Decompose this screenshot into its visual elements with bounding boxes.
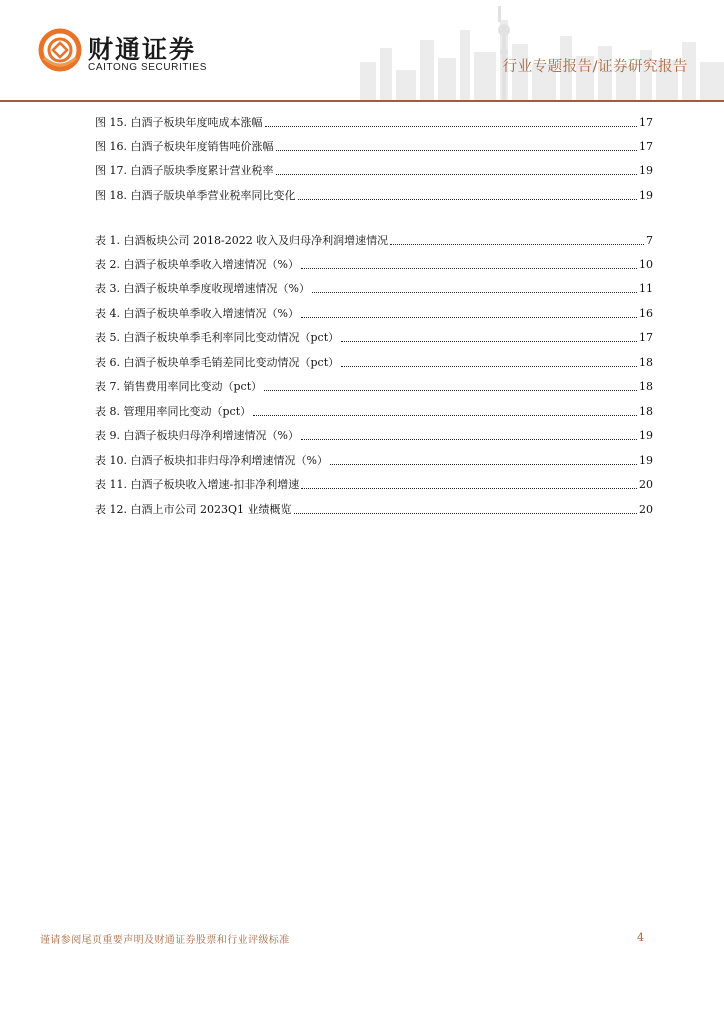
- toc-figure-entry[interactable]: [95, 136, 653, 154]
- page-number: 4: [637, 931, 644, 944]
- toc-entry-label: 表 5. 白酒子板块单季毛利率同比变动情况（pct）: [95, 331, 340, 344]
- toc-entry-page: 11: [639, 282, 653, 295]
- dot-leader: [265, 125, 638, 127]
- toc-figure-entry[interactable]: [95, 112, 653, 130]
- dot-leader: [301, 438, 637, 440]
- dot-leader: [301, 487, 637, 489]
- toc-table-entry[interactable]: [95, 401, 653, 419]
- toc-entry-label: 表 2. 白酒子板块单季收入增速情况（%）: [95, 258, 299, 271]
- toc-entry-label: 表 11. 白酒子板块收入增速-扣非净利增速: [95, 478, 300, 491]
- dot-leader: [298, 198, 638, 200]
- dot-leader: [276, 149, 638, 151]
- dot-leader: [330, 463, 637, 465]
- toc-entry-page: 18: [639, 380, 653, 393]
- dot-leader: [294, 512, 638, 514]
- toc-table-entry[interactable]: [95, 303, 653, 321]
- toc-entry-label: 图 18. 白酒子版块单季营业税率同比变化: [95, 189, 296, 202]
- caitong-coin-icon: [38, 28, 82, 72]
- dot-leader: [253, 414, 637, 416]
- toc-table-entry[interactable]: [95, 327, 653, 345]
- toc-figure-entry[interactable]: [95, 185, 653, 203]
- toc-entry-page: 18: [639, 405, 653, 418]
- toc-table-entry[interactable]: [95, 352, 653, 370]
- toc-table-entry[interactable]: [95, 499, 653, 517]
- toc-entry-label: 表 1. 白酒板块公司 2018-2022 收入及归母净利润增速情况: [95, 234, 389, 247]
- dot-leader: [341, 365, 637, 367]
- toc-entry-label: 表 9. 白酒子板块归母净利增速情况（%）: [95, 429, 299, 442]
- toc-entry-label: 图 17. 白酒子版块季度累计营业税率: [95, 164, 274, 177]
- toc-entry-page: 20: [639, 478, 653, 491]
- toc-entry-label: 表 12. 白酒上市公司 2023Q1 业绩概览: [95, 503, 292, 516]
- report-type-label: 行业专题报告/证券研究报告: [502, 59, 688, 75]
- toc-table-entry[interactable]: [95, 230, 653, 248]
- city-skyline-decoration: [300, 0, 724, 100]
- dot-leader: [390, 243, 644, 245]
- toc-entry-label: 表 10. 白酒子板块扣非归母净利增速情况（%）: [95, 454, 328, 467]
- toc-entry-page: 16: [639, 307, 653, 320]
- toc-entry-page: 19: [639, 164, 653, 177]
- caitong-logo: [38, 28, 218, 78]
- toc-entry-page: 20: [639, 503, 653, 516]
- toc-table-entry[interactable]: [95, 254, 653, 272]
- toc-entry-page: 19: [639, 454, 653, 467]
- toc-entry-label: 表 8. 管理用率同比变动（pct）: [95, 405, 252, 418]
- toc-entry-page: 19: [639, 429, 653, 442]
- toc-table-entry[interactable]: [95, 474, 653, 492]
- toc-entry-label: 表 6. 白酒子板块单季毛销差同比变动情况（pct）: [95, 356, 340, 369]
- toc-entry-page: 17: [639, 140, 653, 153]
- toc-entry-page: 10: [639, 258, 653, 271]
- toc-entry-label: 表 7. 销售费用率同比变动（pct）: [95, 380, 263, 393]
- logo-chinese-name: 财通证券: [88, 35, 197, 64]
- toc-entry-page: 18: [639, 356, 653, 369]
- toc-entry-page: 17: [639, 116, 653, 129]
- logo-english-name: CAITONG SECURITIES: [88, 62, 207, 73]
- dot-leader: [276, 173, 638, 175]
- toc-entry-label: 表 4. 白酒子板块单季收入增速情况（%）: [95, 307, 299, 320]
- toc-table-entry[interactable]: [95, 450, 653, 468]
- dot-leader: [301, 267, 637, 269]
- toc-entry-label: 图 15. 白酒子板块年度吨成本涨幅: [95, 116, 263, 129]
- footer-disclaimer: 谨请参阅尾页重要声明及财通证券股票和行业评级标准: [40, 935, 290, 946]
- dot-leader: [264, 389, 637, 391]
- toc-entry-label: 图 16. 白酒子板块年度销售吨价涨幅: [95, 140, 274, 153]
- dot-leader: [341, 340, 637, 342]
- header-divider: [0, 100, 724, 102]
- toc-table-entry[interactable]: [95, 376, 653, 394]
- toc-entry-page: 7: [646, 234, 653, 247]
- toc-entry-page: 17: [639, 331, 653, 344]
- dot-leader: [301, 316, 637, 318]
- toc-entry-page: 19: [639, 189, 653, 202]
- toc-table-entry[interactable]: [95, 425, 653, 443]
- toc-entry-label: 表 3. 白酒子板块单季度收现增速情况（%）: [95, 282, 310, 295]
- dot-leader: [312, 291, 637, 293]
- toc-figure-entry[interactable]: [95, 160, 653, 178]
- page-header: [0, 0, 724, 104]
- toc-table-entry[interactable]: [95, 278, 653, 296]
